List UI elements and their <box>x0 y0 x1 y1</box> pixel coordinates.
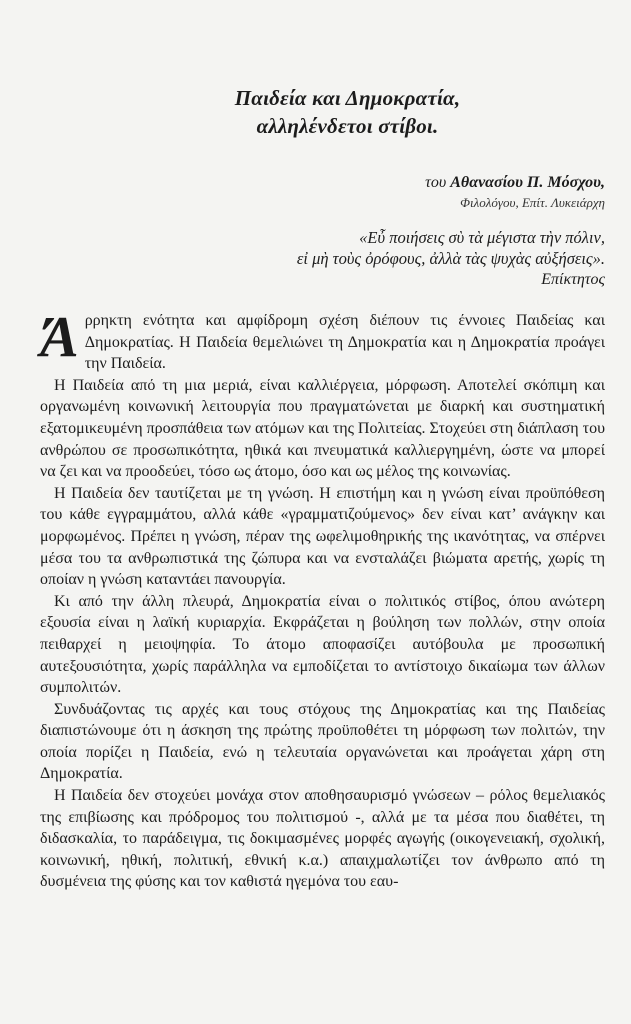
paragraph-4: Κι από την άλλη πλευρά, Δημοκρατία είναι ο πολιτικός στίβος, όπου ανώτερη εξουσία είναι η λαϊκή κυριαρχία. Εκφράζεται η βούληση των πολλών, στην οποία πειθαρχεί η μειοψηφία. Το άτομο αποφασίζει αυτόβουλα με προσωπική αυτεξουσιότητα, χωρίς παράλληλα να εμποδίζεται το αντίστοιχο δικαίωμα των άλλων συμπολιτών. <box>40 592 605 697</box>
byline-prefix: του <box>425 174 451 191</box>
paragraph-5: Συνδυάζοντας τις αρχές και τους στόχους της Δημοκρατίας και της Παιδείας διαπιστώνουμε ότι η άσκηση της πρώτης προϋποθέτει τη μόρφωση των πολιτών, την οποία πορίζει η Παιδεία, ενώ η τελευταία οργανώνεται και προάγεται χάρη στη Δημοκρατία. <box>40 700 605 783</box>
title-line-2: αλληλένδετοι στίβοι. <box>256 114 439 138</box>
paragraph-2: Η Παιδεία από τη μια μεριά, είναι καλλιέργεια, μόρφωση. Αποτελεί σκόπιμη και οργανωμένη κοινωνική λειτουργία που πραγματώνεται με διαρκή και συστηματική εξατομικευμένη προσπάθεια των ατόμων και της Πολιτείας. Στοχεύει στη διάπλαση του ανθρώπου σε προσωπικότητα, ηθικά και πνευματικά καλλιεργημένη, ώστε να μπορεί να ζει και να προοδεύει, τόσο ως άτομο, όσο και ως μέλος της κοινωνίας. <box>40 376 605 481</box>
paragraph-1-text: ρρηκτη ενότητα και αμφίδρομη σχέση διέπουν τις έννοιες Παιδείας και Δημοκρατίας. Η Παιδεία θεμελιώνει τη Δημοκρατία και η Δημοκρατία προάγει την Παιδεία. <box>84 312 605 373</box>
author-line <box>40 173 605 193</box>
paragraph-6: Η Παιδεία δεν στοχεύει μονάχα στον αποθησαυρισμό γνώσεων – ρόλος θεμελιακός της επιβίωσης και πρόδρομος του πολιτισμού -, αλλά με τα μέσα που διαθέτει, τη διδασκαλία, το παράδειγμα, τις δοκιμασμένες μορφές αγωγής (οικογενειακή, σχολική, κοινωνική, ηθική, πολιτική, εθνική κ.α.) απαιχμαλωτίζει τον άνθρωπο από τη δυσμένεια της φύσης και τον καθιστά ηγεμόνα του εαυ- <box>40 787 605 891</box>
byline <box>40 173 605 213</box>
epigraph-line-2: εἰ μὴ τοὺς ὀρόφους, ἀλλὰ τὰς ψυχὰς αὐξήσεις». <box>296 249 605 268</box>
epigraph-author: Επίκτητος <box>541 271 605 288</box>
author-name: Αθανασίου Π. Μόσχου, <box>450 174 605 191</box>
title-line-1: Παιδεία και Δημοκρατία, <box>234 86 461 110</box>
paragraph-1 <box>40 304 605 375</box>
author-role: Φιλολόγου, Επίτ. Λυκειάρχη <box>460 195 605 210</box>
drop-cap: Ά <box>40 304 79 369</box>
epigraph <box>40 227 605 290</box>
article-title <box>90 84 605 140</box>
article-body <box>40 304 605 893</box>
epigraph-line-1: «Εὖ ποιήσεις σὺ τὰ μέγιστα τὴν πόλιν, <box>359 228 605 247</box>
paragraph-3: Η Παιδεία δεν ταυτίζεται με τη γνώση. Η επιστήμη και η γνώση είναι προϋπόθεση του κάθε εγγραμμάτου, αλλά κάθε «γραμματιζούμενος» δεν είναι κατ’ ανάγκην και μορφωμένος. Πρέπει η γνώση, πέραν της ωφελιμοθηρικής της ικανότητας, να σπέρνει μέσα του τα ανθρωπιστικά της ζώπυρα και να ενσταλάζει βιώματα αρετής, χωρίς τη οποίαν η γνώση καταντάει πανουργία. <box>40 484 605 589</box>
